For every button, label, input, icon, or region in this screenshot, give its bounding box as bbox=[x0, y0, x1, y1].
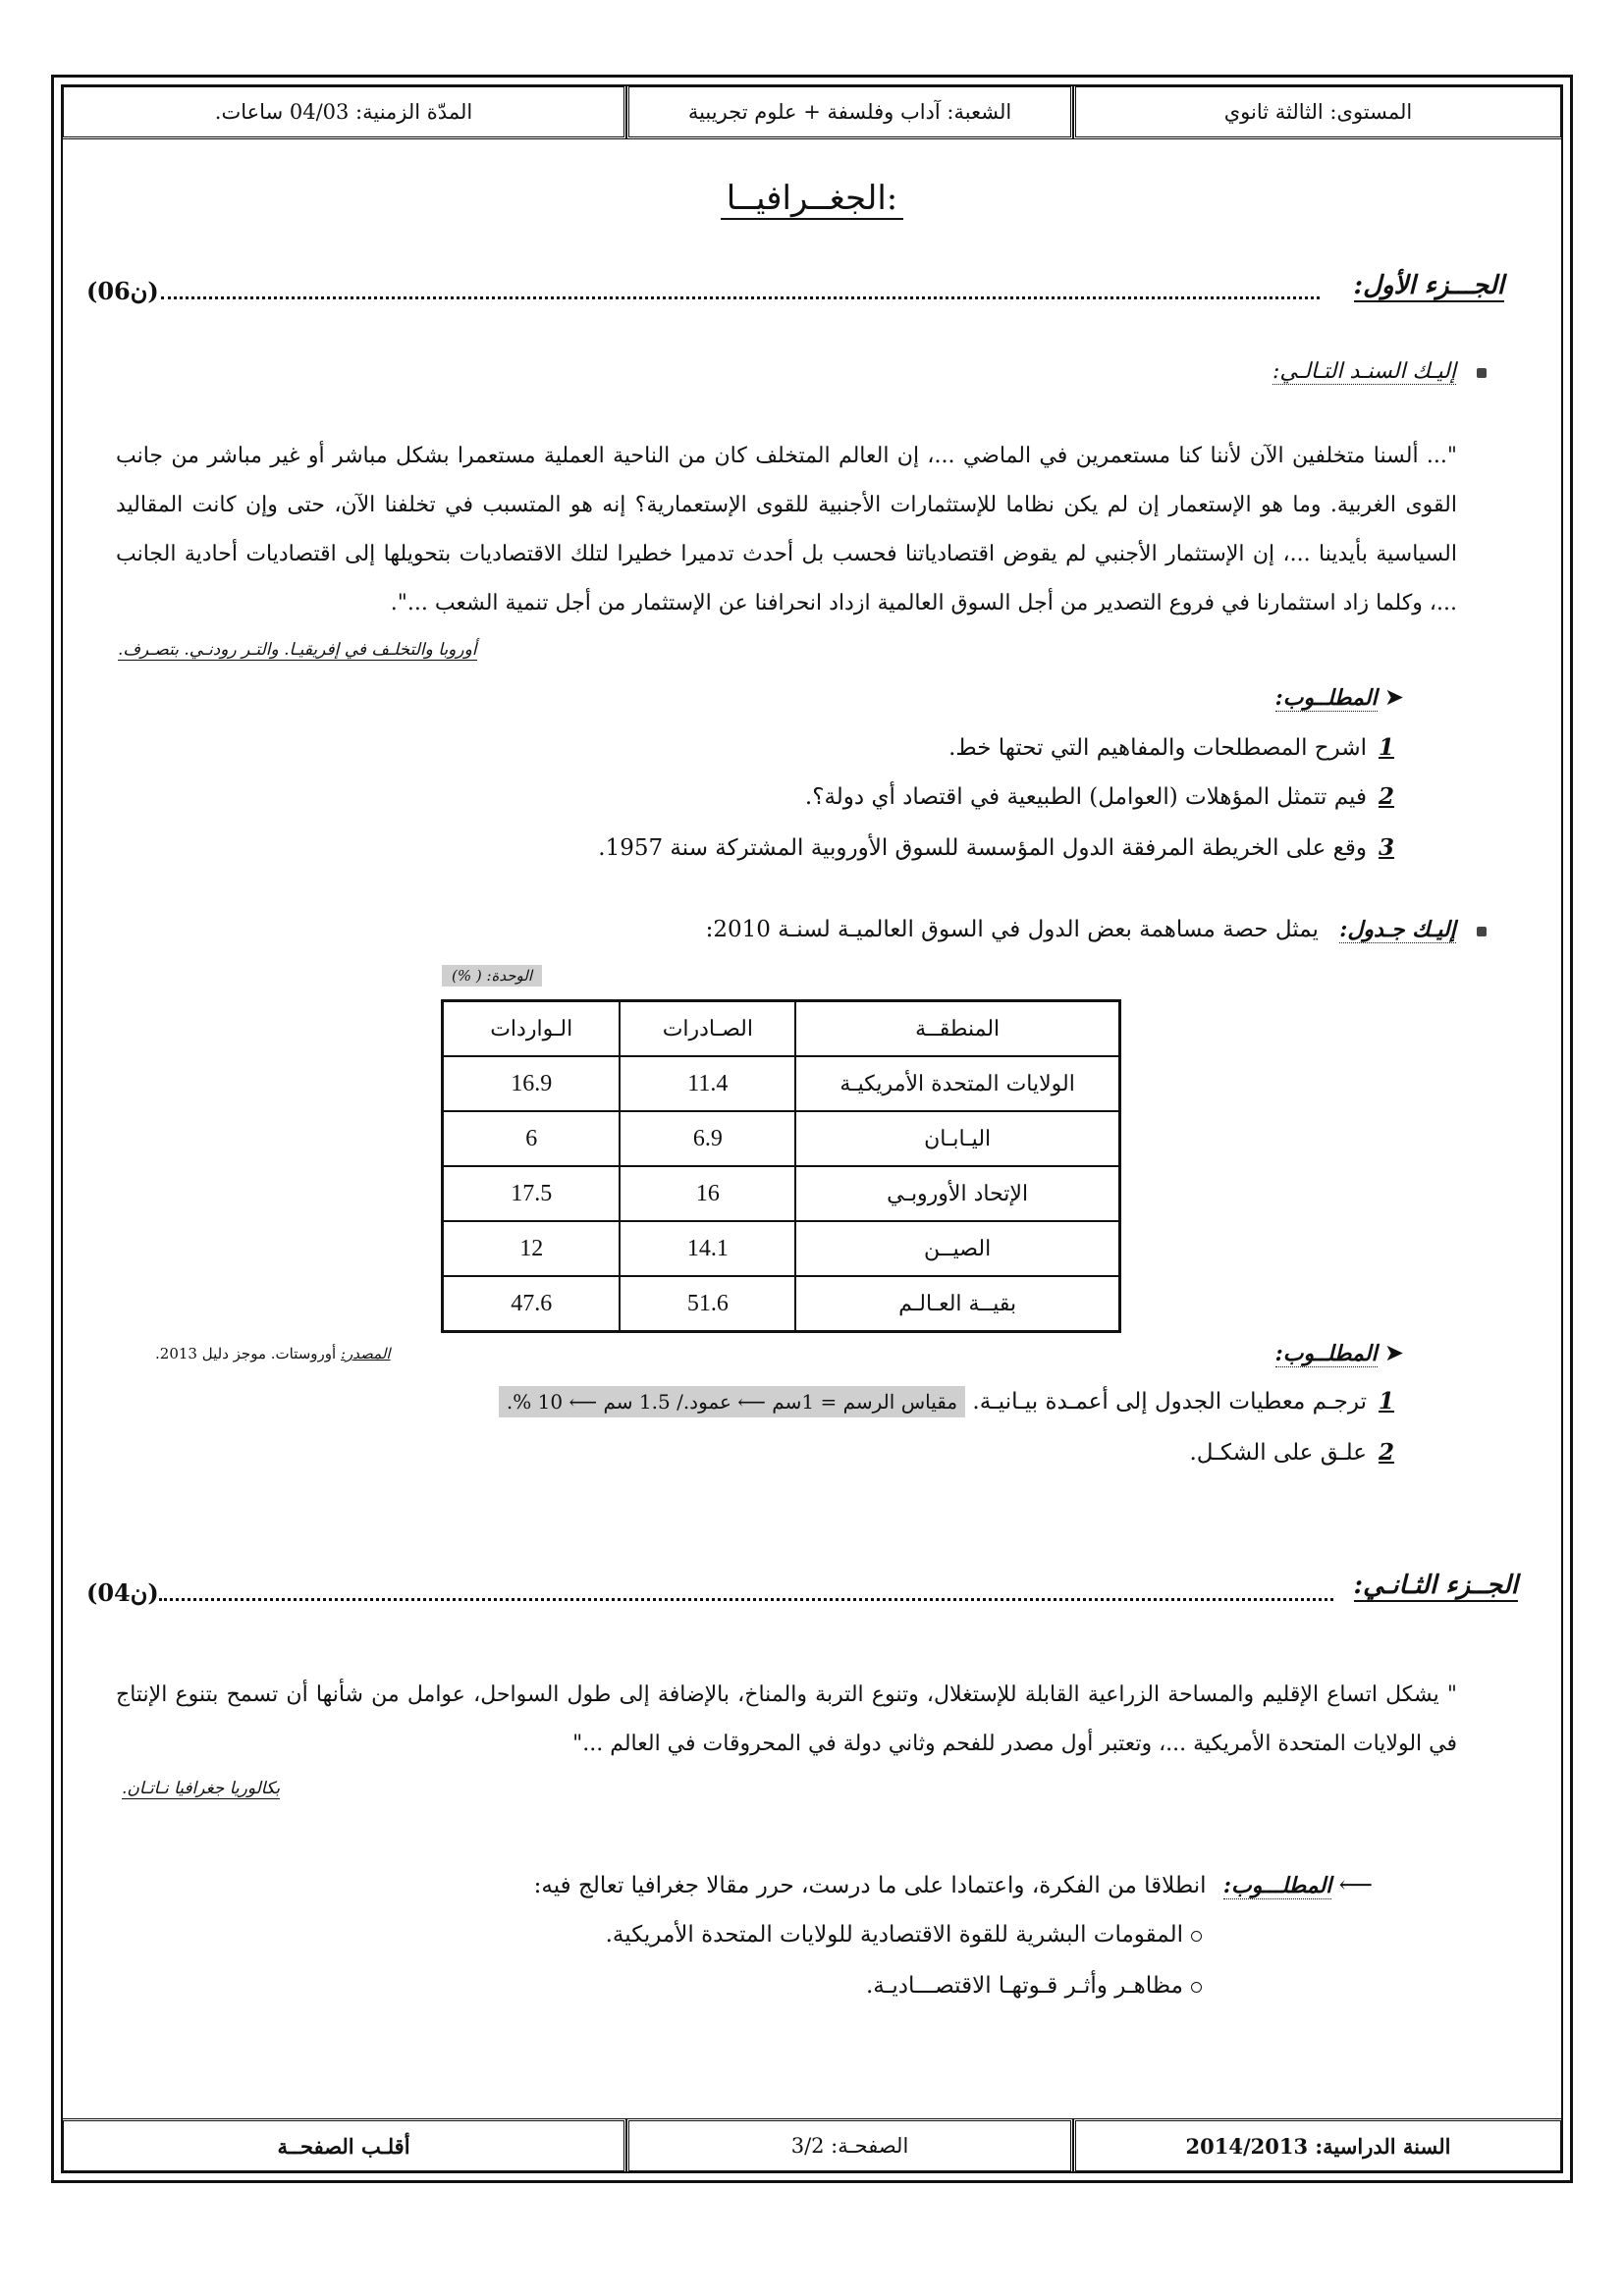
col-header-imports: الـواردات bbox=[443, 1001, 621, 1057]
branch-text: الشعبة: آداب وفلسفة + علوم تجريبية bbox=[687, 100, 1012, 124]
exam-footer bbox=[61, 2118, 1563, 2173]
part2-item-1: المقومات البشرية للقوة الاقتصادية للولايات المتحدة الأمريكية. bbox=[606, 1922, 1202, 1948]
circle-bullet-icon bbox=[1191, 1931, 1202, 1942]
part2-dots bbox=[159, 1598, 1333, 1601]
title-text: الجغــرافيــا: bbox=[721, 179, 904, 220]
part1-points: (06ن) bbox=[86, 277, 159, 305]
branch-cell bbox=[626, 84, 1073, 139]
circle-bullet-icon bbox=[1191, 1982, 1202, 1993]
table-row: الإتحاد الأوروبـي 16 17.5 bbox=[443, 1166, 1120, 1221]
exports-imports-table bbox=[441, 999, 1121, 1333]
table-header-row bbox=[443, 1001, 1120, 1057]
part1-document-text: "... ألسنا متخلفين الآن لأننا كنا مستعمرين في الماضي ...، إن العالم المتخلف كان من الناحية العملية مستعمرا بشكل مباشر أو غير مباشر من جانب القوى الغربية. وما هو الإستعمار إن لم يكن نظاما للإستثمارات الأجنبية للقوى الإستعمارية؟ إنه هو المتسبب في تخلفنا الآن، حتى وإن كانت المقاليد السياسية بأيدينا ...، إن الإستثمار الأجنبي لم يقوض اقتصادياتنا فحسب بل أحدث تدميرا خطيرا لتلك الاقتصاديات بتحويلها إلى اقتصاديات أحادية الجانب ...، وكلما زاد استثمارنا في فروع التصدير من أجل السوق العالمية ازداد انحرافنا عن الإستثمار من أجل تنمية الشعب ...". bbox=[116, 444, 1457, 615]
table-unit: الوحدة: ( %) bbox=[442, 966, 542, 985]
table-row: بقيــة العـالـم 51.6 47.6 bbox=[443, 1276, 1120, 1332]
part1-doc-label: إليـك السنـد التـالـي: bbox=[1272, 359, 1487, 384]
duration-cell bbox=[61, 84, 626, 139]
part2-points: (04ن) bbox=[86, 1578, 159, 1607]
table-row: اليـابـان 6.9 6 bbox=[443, 1111, 1120, 1166]
part2-source: بكالوريا جغرافيا نـاتـان. bbox=[122, 1779, 281, 1798]
col-header-exports: الصـادرات bbox=[620, 1001, 795, 1057]
school-year-text: السنة الدراسية: 2014/2013 bbox=[1185, 2133, 1451, 2159]
level-text: المستوى: الثالثة ثانوي bbox=[1223, 100, 1413, 124]
part2-document-text: " يشكل اتساع الإقليم والمساحة الزراعية القابلة للإستغلال، وتنوع التربة والمناخ، بالإضافة إلى طول السواحل، عوامل من شأنها أن تسمح بتنوع الإنتاج في الولايات المتحدة الأمريكية ...، وتعتبر أول مصدر للفحم وثاني دولة في المحروقات في العالم ..." bbox=[116, 1682, 1457, 1756]
page-title bbox=[0, 179, 1624, 218]
table-source: المصدر: أوروستات. موجز دليل 2013. bbox=[155, 1345, 391, 1362]
arrow-left-icon: ⟵ bbox=[1338, 1871, 1373, 1898]
bullet-icon bbox=[1477, 927, 1487, 936]
school-year-cell bbox=[1073, 2118, 1563, 2173]
part1-question-1: 1اشرح المصطلحات والمفاهيم التي تحتها خط. bbox=[948, 734, 1394, 761]
duration-text: المدّة الزمنية: 04/03 ساعات. bbox=[214, 100, 473, 124]
part1-required-label-2: ➤ المطلــوب: bbox=[1274, 1339, 1404, 1366]
part2-item-2: مظاهـر وأثـر قـوتهـا الاقتصـــاديـة. bbox=[866, 1973, 1202, 1999]
part1-question-3: 3وقع على الخريطة المرفقة الدول المؤسسة للسوق الأوروبية المشتركة سنة 1957. bbox=[598, 834, 1394, 861]
table-intro: إليـك جـدول: يمثل حصة مساهمة بعض الدول في السوق العالميـة لسنـة 2010: bbox=[706, 917, 1487, 942]
part1-question-2: 2فيم تتمثل المؤهلات (العوامل) الطبيعية في اقتصاد أي دولة؟. bbox=[804, 783, 1394, 810]
turn-page-text: أقلـب الصفحــة bbox=[277, 2133, 410, 2159]
level-cell bbox=[1073, 84, 1563, 139]
table-row: الصيــن 14.1 12 bbox=[443, 1221, 1120, 1276]
part1-required-label: ➤ المطلــوب: bbox=[1274, 683, 1404, 711]
exam-header bbox=[61, 84, 1563, 139]
page-number-cell bbox=[626, 2118, 1073, 2173]
bullet-icon bbox=[1477, 368, 1487, 378]
arrow-icon: ➤ bbox=[1383, 683, 1404, 711]
scale-box: مقياس الرسم = 1سم ⟵ عمود./ 1.5 سم ⟵ 10 %. bbox=[499, 1386, 965, 1417]
part1-dots bbox=[161, 296, 1320, 299]
part1-q2-question-2: 2علـق على الشكـل. bbox=[1189, 1439, 1394, 1466]
turn-page-cell bbox=[61, 2118, 626, 2173]
part1-heading: الجـــزء الأول: bbox=[1353, 271, 1504, 300]
arrow-icon: ➤ bbox=[1383, 1339, 1404, 1366]
page-number-text: الصفحـة: 3/2 bbox=[790, 2134, 909, 2158]
part2-heading: الجــزء الثـانـي: bbox=[1353, 1571, 1518, 1600]
part1-source: أوروبا والتخلـف في إفريقيـا. والتـر رودنـي. بتصـرف. bbox=[118, 640, 477, 660]
part2-required: ⟵ المطلـــوب: انطلاقا من الفكرة، واعتمادا على ما درست، حرر مقالا جغرافيا تعالج فيه: bbox=[533, 1871, 1373, 1898]
part1-q2-question-1: 1ترجـم معطيات الجدول إلى أعمـدة بيـانيـة. مقياس الرسم = 1سم ⟵ عمود./ 1.5 سم ⟵ 10 %. bbox=[499, 1388, 1394, 1415]
table-row: الولايات المتحدة الأمريكيـة 11.4 16.9 bbox=[443, 1056, 1120, 1111]
col-header-region: المنطقــة bbox=[795, 1001, 1119, 1057]
